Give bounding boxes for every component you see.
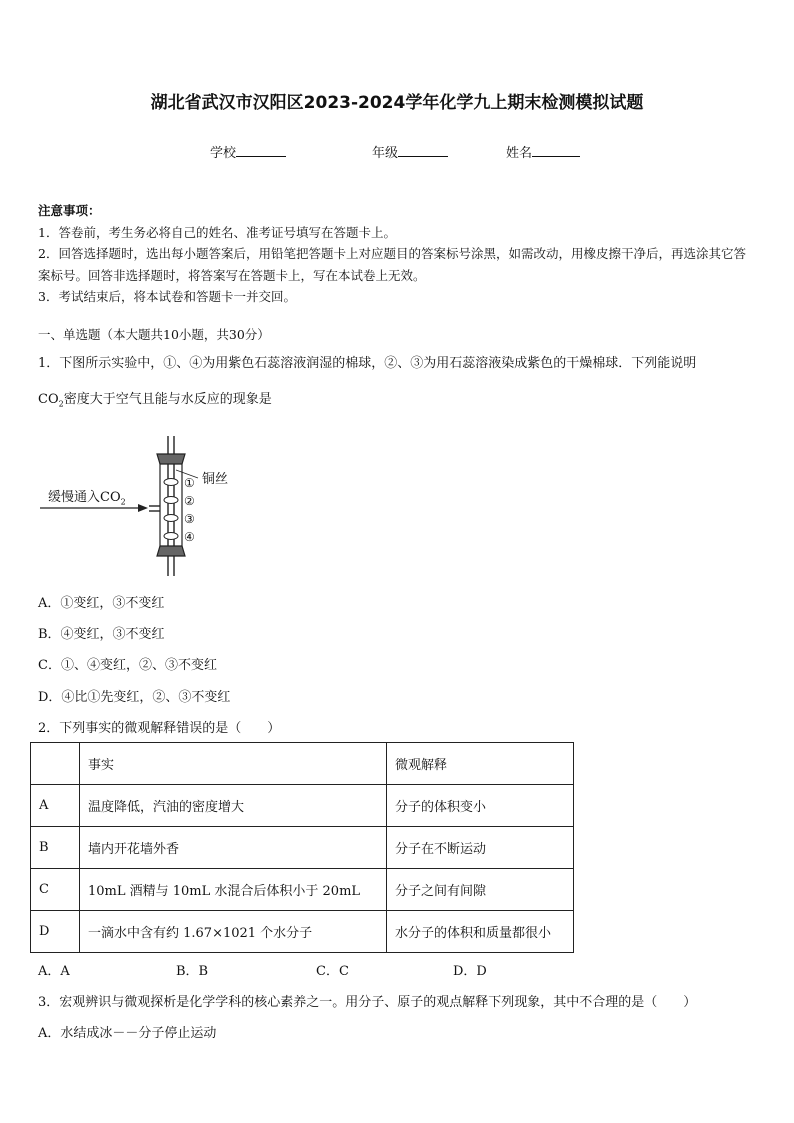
table-cell: B <box>31 827 80 869</box>
name-label: 姓名 <box>506 146 533 161</box>
q2-stem: 2．下列事实的微观解释错误的是（ ） <box>38 721 281 736</box>
ball-label-4: ④ <box>184 530 195 544</box>
table-cell: 分子在不断运动 <box>387 827 574 869</box>
table-row <box>31 911 574 953</box>
q3-stem: 3．宏观辨识与微观探析是化学学科的核心素养之一。用分子、原子的观点解释下列现象，其中不合理的是（ ） <box>38 995 697 1010</box>
table-header-row <box>31 743 574 785</box>
notes-heading: 注意事项： <box>38 203 101 218</box>
cotton-ball-3 <box>164 515 178 522</box>
q1-stem-text: 密度大于空气且能与水反应的现象是 <box>63 392 272 407</box>
table-header-cell: 微观解释 <box>387 743 574 785</box>
cotton-ball-4 <box>164 533 178 540</box>
q1-option-d: D．④比①先变红，②、③不变红 <box>38 690 231 705</box>
table-row <box>31 827 574 869</box>
table-cell: 温度降低，汽油的密度增大 <box>80 785 387 827</box>
school-label: 学校 <box>210 146 237 161</box>
page-title: 湖北省武汉市汉阳区2023-2024学年化学九上期末检测模拟试题 <box>150 93 644 113</box>
table-cell: C <box>31 869 80 911</box>
table-cell: 墙内开花墙外香 <box>80 827 387 869</box>
q1-option-a: A．①变红，③不变红 <box>38 596 165 611</box>
arrow-head <box>138 504 148 512</box>
cotton-ball-2 <box>164 497 178 504</box>
q3-option-a: A．水结成冰－－分子停止运动 <box>38 1026 217 1041</box>
grade-blank <box>398 144 448 157</box>
table-cell: 分子的体积变小 <box>387 785 574 827</box>
name-field <box>506 142 580 161</box>
q1-option-b: B．④变红，③不变红 <box>38 627 165 642</box>
table-row <box>31 869 574 911</box>
notes-block <box>38 200 758 308</box>
facts-table <box>30 742 574 953</box>
table-cell: 分子之间有间隙 <box>387 869 574 911</box>
notes-item: 1．答卷前，考生务必将自己的姓名、准考证号填写在答题卡上。 <box>38 224 396 240</box>
experiment-figure <box>36 436 256 576</box>
name-blank <box>532 144 580 157</box>
inlet-text: 缓慢通入CO <box>48 490 121 505</box>
q1-option-c: C．①、④变红，②、③不变红 <box>38 658 217 673</box>
school-field <box>210 142 286 161</box>
ball-label-2: ② <box>184 494 195 508</box>
cotton-ball-1 <box>164 479 178 486</box>
table-header-cell <box>31 743 80 785</box>
q1-co2: CO <box>38 392 59 407</box>
q1-stem-line2 <box>38 388 272 409</box>
table-cell: A <box>31 785 80 827</box>
q2-option-a: A．A <box>38 964 70 979</box>
inlet-sub: 2 <box>120 497 126 507</box>
section-heading: 一、单选题（本大题共10小题，共30分） <box>38 327 270 342</box>
table-header-cell: 事实 <box>80 743 387 785</box>
table-cell: 一滴水中含有约 1.67×1021 个水分子 <box>80 911 387 953</box>
q2-option-b: B．B <box>176 964 209 979</box>
grade-label: 年级 <box>372 146 399 161</box>
inlet-label <box>48 486 126 507</box>
q2-option-d: D．D <box>453 964 487 979</box>
ball-label-3: ③ <box>184 512 195 526</box>
grade-field <box>372 142 448 161</box>
table-cell: 10mL 酒精与 10mL 水混合后体积小于 20mL <box>80 869 387 911</box>
q2-option-c: C．C <box>316 964 349 979</box>
ball-label-1: ① <box>184 476 195 490</box>
table-row <box>31 785 574 827</box>
school-blank <box>236 144 286 157</box>
q1-co2-sub: 2 <box>58 399 64 409</box>
table-cell: 水分子的体积和质量都很小 <box>387 911 574 953</box>
table-cell: D <box>31 911 80 953</box>
notes-item: 2．回答选择题时，选出每小题答案后，用铅笔把答题卡上对应题目的答案标号涂黑，如需改动，用橡皮擦干净后，再选涂其它答案标号。回答非选择题时，将答案写在答题卡上，写在本试卷上无效。 <box>38 246 746 283</box>
wire-label: 铜丝 <box>202 472 229 487</box>
q1-stem-line1: 1．下图所示实验中，①、④为用紫色石蕊溶液润湿的棉球，②、③为用石蕊溶液染成紫色的干燥棉球．下列能说明 <box>38 356 697 371</box>
notes-item: 3．考试结束后，将本试卷和答题卡一并交回。 <box>38 289 296 304</box>
